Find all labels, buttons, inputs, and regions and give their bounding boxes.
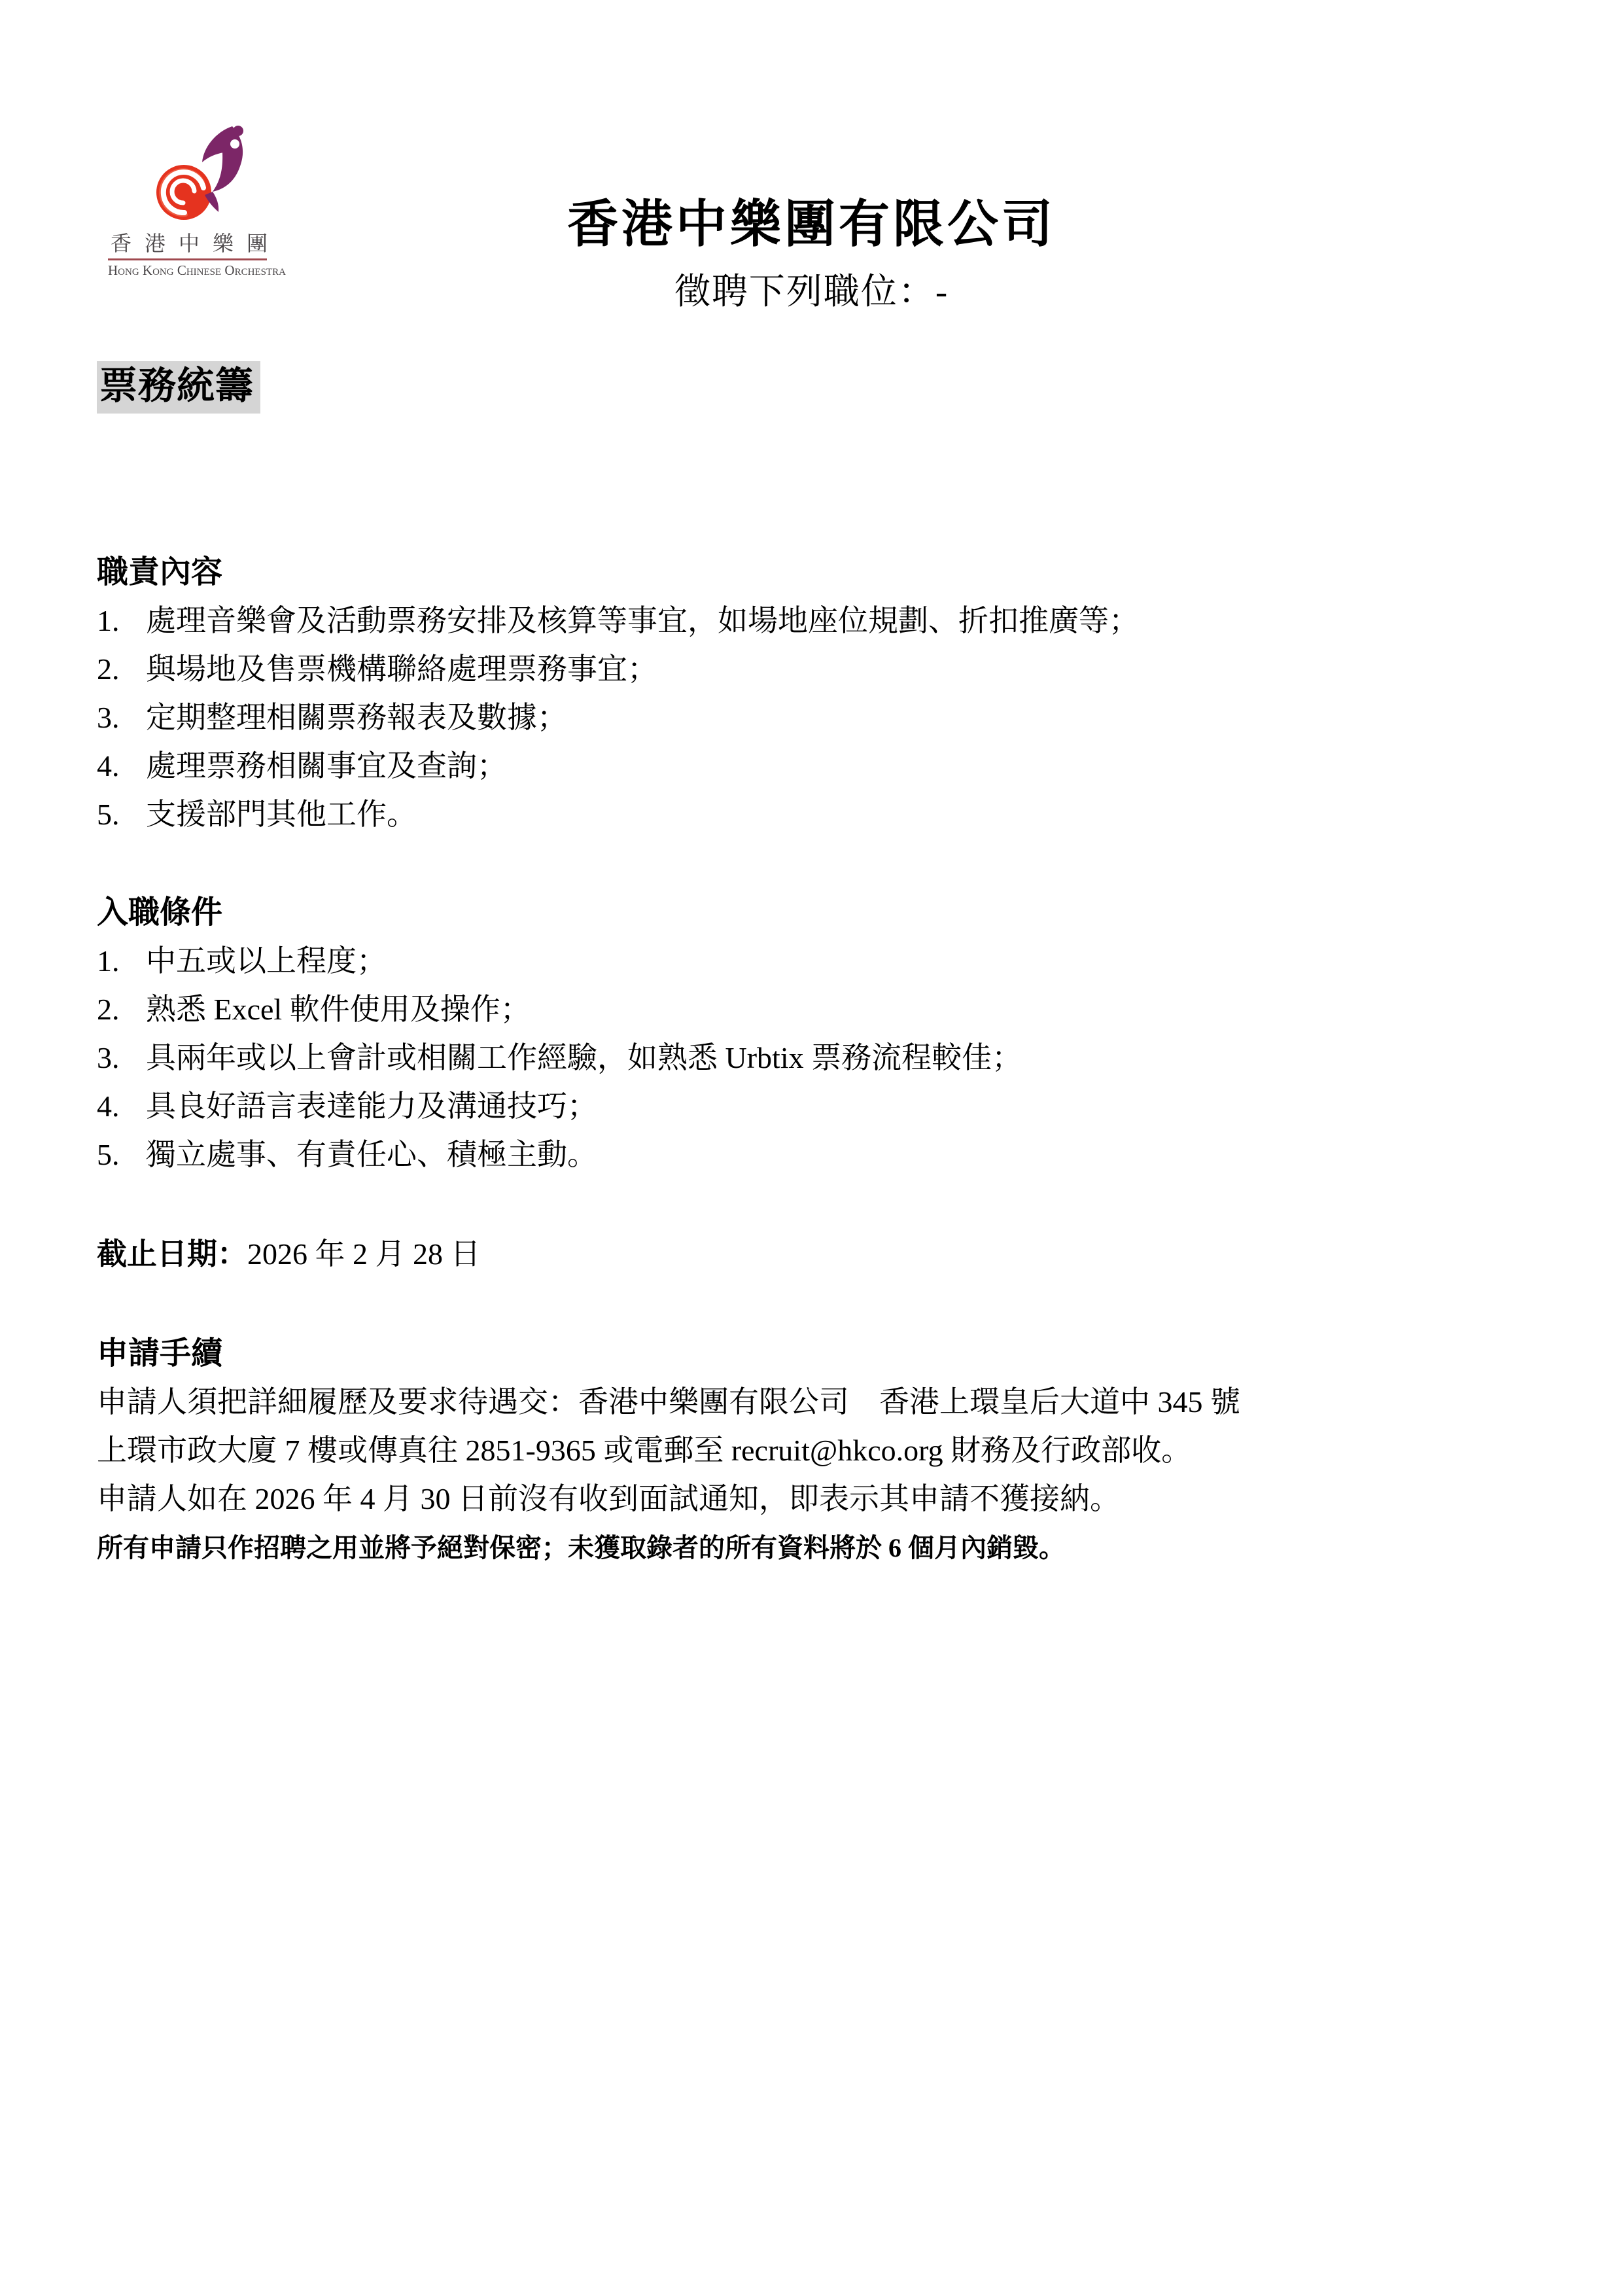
list-item bbox=[97, 597, 1538, 645]
list-item bbox=[97, 742, 1538, 790]
list-item-text: 與場地及售票機構聯絡處理票務事宜； bbox=[146, 652, 657, 686]
list-item-number: 3. bbox=[97, 701, 120, 734]
duties-list bbox=[97, 597, 1538, 839]
deadline-line bbox=[97, 1230, 481, 1279]
list-item-text: 處理音樂會及活動票務安排及核算等事宜，如場地座位規劃、折扣推廣等； bbox=[146, 604, 1139, 637]
list-item bbox=[97, 790, 1538, 839]
list-item-text: 熟悉 Excel 軟件使用及操作； bbox=[146, 993, 531, 1026]
page-subtitle: 徵聘下列職位：- bbox=[674, 272, 949, 311]
list-item bbox=[97, 1131, 1538, 1179]
list-item-text: 具兩年或以上會計或相關工作經驗，如熟悉 Urbtix 票務流程較佳； bbox=[146, 1041, 1022, 1074]
application-heading: 申請手續 bbox=[97, 1336, 223, 1371]
list-item-number: 4. bbox=[97, 749, 120, 783]
paragraph-line: 申請人須把詳細履歷及要求待遇交：香港中樂團有限公司 香港上環皇后大道中 345 號 bbox=[97, 1385, 1240, 1419]
list-item-number: 3. bbox=[97, 1041, 120, 1074]
duties-heading: 職責內容 bbox=[97, 555, 223, 590]
list-item-text: 處理票務相關事宜及查詢； bbox=[146, 749, 507, 783]
list-item-number: 1. bbox=[97, 944, 120, 978]
list-item bbox=[97, 1034, 1538, 1082]
paragraph-line: 上環市政大廈 7 樓或傳真往 2851-9365 或電郵至 recruit@hkco.org 財務及行政部收。 bbox=[97, 1434, 1192, 1467]
list-item-text: 中五或以上程度； bbox=[146, 944, 387, 978]
list-item-number: 5. bbox=[97, 798, 120, 831]
list-item bbox=[97, 645, 1538, 694]
list-item bbox=[97, 985, 1538, 1034]
duties-section bbox=[97, 548, 1538, 839]
list-item-number: 1. bbox=[97, 604, 120, 637]
page-title: 香港中樂團有限公司 bbox=[567, 196, 1056, 253]
requirements-heading: 入職條件 bbox=[97, 895, 223, 930]
list-item bbox=[97, 1082, 1538, 1131]
job-title-line bbox=[97, 361, 260, 414]
list-item bbox=[97, 937, 1538, 985]
list-item-text: 獨立處事、有責任心、積極主動。 bbox=[146, 1138, 597, 1171]
deadline-value: 2026 年 2 月 28 日 bbox=[247, 1237, 481, 1271]
application-paragraph bbox=[97, 1378, 1538, 1523]
list-item bbox=[97, 694, 1538, 742]
logo-divider bbox=[108, 258, 267, 260]
application-section bbox=[97, 1330, 1538, 1565]
requirements-section bbox=[97, 889, 1538, 1179]
logo-chinese-name: 香港中樂團 bbox=[111, 232, 281, 255]
deadline-label: 截止日期： bbox=[97, 1237, 247, 1271]
confidentiality-note: 所有申請只作招聘之用並將予絕對保密；未獲取錄者的所有資料將於 6 個月內銷毀。 bbox=[97, 1533, 1065, 1563]
list-item-text: 定期整理相關票務報表及數據； bbox=[146, 701, 567, 734]
list-item-number: 2. bbox=[97, 652, 120, 686]
job-title: 票務統籌 bbox=[97, 361, 260, 414]
list-item-number: 2. bbox=[97, 993, 120, 1026]
list-item-text: 具良好語言表達能力及溝通技巧； bbox=[146, 1089, 597, 1123]
list-item-number: 5. bbox=[97, 1138, 120, 1171]
list-item-text: 支援部門其他工作。 bbox=[146, 798, 417, 831]
list-item-number: 4. bbox=[97, 1089, 120, 1123]
requirements-list bbox=[97, 937, 1538, 1179]
logo-english-name: Hong Kong Chinese Orchestra bbox=[108, 262, 286, 278]
paragraph-line: 申請人如在 2026 年 4 月 30 日前沒有收到面試通知，即表示其申請不獲接納。 bbox=[97, 1482, 1120, 1515]
